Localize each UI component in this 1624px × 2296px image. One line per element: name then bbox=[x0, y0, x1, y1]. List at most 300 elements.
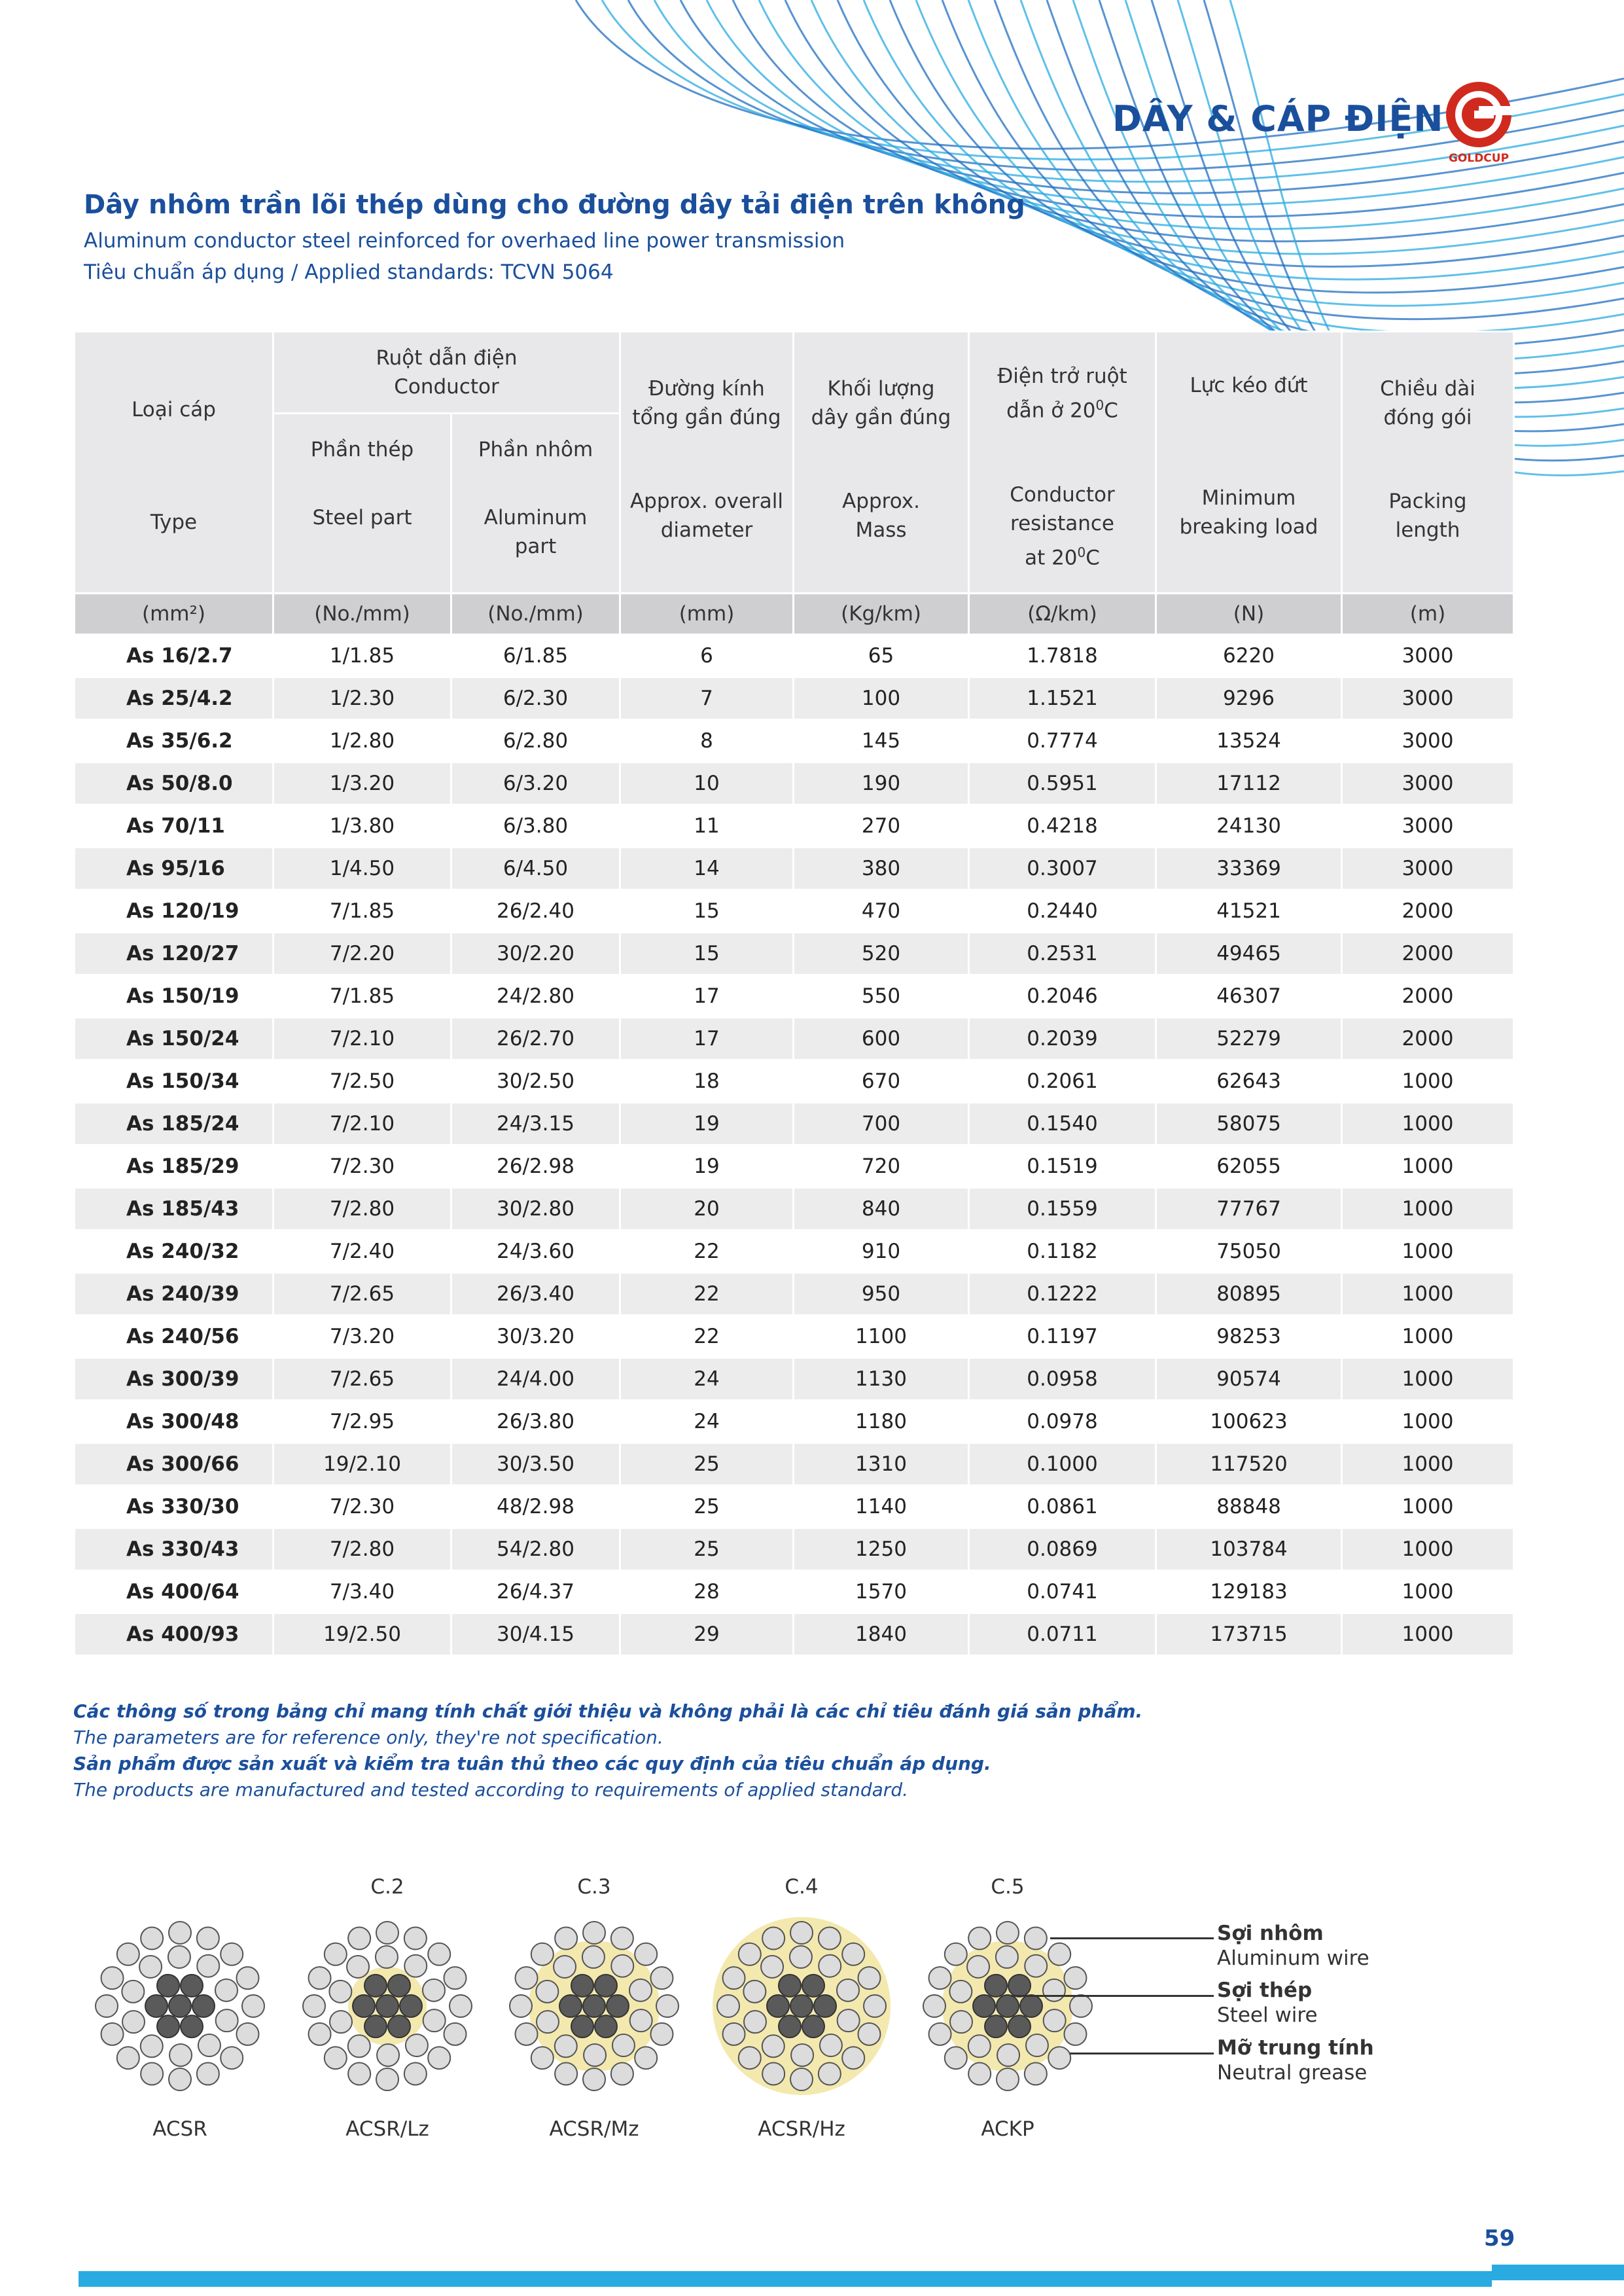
table-cell: 1/2.30 bbox=[274, 677, 451, 720]
cell-type: As 150/24 bbox=[75, 1018, 274, 1060]
table-cell: 600 bbox=[794, 1018, 969, 1060]
table-cell: 1100 bbox=[794, 1316, 969, 1358]
header-load-vn: Lực kéo đứt bbox=[1190, 373, 1308, 397]
table-cell: 0.5951 bbox=[969, 762, 1156, 805]
table-cell: 48/2.98 bbox=[451, 1486, 620, 1528]
cable-cross-section-icon bbox=[503, 1914, 686, 2098]
aluminum-wire bbox=[1025, 1928, 1047, 1950]
cell-type: As 150/19 bbox=[75, 975, 274, 1018]
header-resistance-vn1: Điện trở ruột bbox=[997, 365, 1127, 389]
steel-wire bbox=[364, 2015, 387, 2037]
table-cell: 7/2.10 bbox=[274, 1018, 451, 1060]
cell-type: As 95/16 bbox=[75, 848, 274, 890]
table-cell: 19 bbox=[620, 1145, 794, 1188]
table-cell: 1000 bbox=[1342, 1528, 1514, 1571]
steel-wire bbox=[595, 2015, 617, 2037]
unit-cell: (No./mm) bbox=[274, 594, 451, 635]
aluminum-wire bbox=[717, 1995, 739, 2017]
table-cell: 0.0741 bbox=[969, 1571, 1156, 1613]
table-cell: 30/2.20 bbox=[451, 933, 620, 975]
footer-bar bbox=[79, 2271, 1492, 2287]
header-pack-en2: length bbox=[1395, 518, 1460, 542]
table-cell: 7/2.20 bbox=[274, 933, 451, 975]
table-cell: 22 bbox=[620, 1316, 794, 1358]
aluminum-wire bbox=[1064, 2023, 1086, 2045]
cell-type: As 330/43 bbox=[75, 1528, 274, 1571]
table-cell: 700 bbox=[794, 1103, 969, 1145]
table-cell: 380 bbox=[794, 848, 969, 890]
aluminum-wire bbox=[404, 1955, 427, 1977]
steel-wire bbox=[192, 1995, 215, 2017]
aluminum-wire bbox=[945, 1943, 967, 1965]
steel-wire bbox=[985, 1975, 1007, 1997]
aluminum-wire bbox=[216, 2009, 238, 2032]
table-cell: 0.1559 bbox=[969, 1188, 1156, 1230]
cell-type: As 185/24 bbox=[75, 1103, 274, 1145]
diagram-name: ACSR/Mz bbox=[549, 2117, 639, 2141]
header-alu-vn: Phần nhôm bbox=[478, 438, 593, 461]
table-cell: 24/3.15 bbox=[451, 1103, 620, 1145]
aluminum-wire bbox=[739, 1943, 761, 1965]
unit-cell: (mm) bbox=[620, 594, 794, 635]
table-row bbox=[75, 1103, 1514, 1145]
steel-wire bbox=[802, 2015, 824, 2037]
table-cell: 1000 bbox=[1342, 1443, 1514, 1486]
aluminum-wire bbox=[555, 1928, 577, 1950]
table-cell: 24/2.80 bbox=[451, 975, 620, 1018]
table-cell: 22 bbox=[620, 1230, 794, 1273]
table-cell: 26/3.40 bbox=[451, 1273, 620, 1316]
table-cell: 25 bbox=[620, 1443, 794, 1486]
table-cell: 24 bbox=[620, 1358, 794, 1401]
table-cell: 1000 bbox=[1342, 1230, 1514, 1273]
steel-wire bbox=[376, 1995, 398, 2017]
aluminum-wire bbox=[197, 2062, 219, 2085]
table-cell: 65 bbox=[794, 635, 969, 677]
steel-wire bbox=[364, 1975, 387, 1997]
table-cell: 6/3.20 bbox=[451, 762, 620, 805]
table-cell: 41521 bbox=[1156, 890, 1342, 933]
aluminum-wire bbox=[122, 2011, 145, 2033]
header-diameter-en2: diameter bbox=[660, 518, 753, 542]
table-cell: 550 bbox=[794, 975, 969, 1018]
leader-line-steel bbox=[1011, 1995, 1214, 1997]
aluminum-wire bbox=[1064, 1967, 1086, 1989]
table-cell: 0.0861 bbox=[969, 1486, 1156, 1528]
diagram-acsr-mz bbox=[499, 1875, 689, 2163]
aluminum-wire bbox=[554, 1956, 576, 1978]
table-cell: 10 bbox=[620, 762, 794, 805]
aluminum-wire bbox=[141, 1928, 163, 1950]
table-cell: 1/3.80 bbox=[274, 805, 451, 848]
table-cell: 3000 bbox=[1342, 762, 1514, 805]
legend-grease bbox=[1217, 2036, 1374, 2085]
table-cell: 25 bbox=[620, 1528, 794, 1571]
leader-line-aluminum bbox=[1050, 1937, 1214, 1939]
table-cell: 2000 bbox=[1342, 933, 1514, 975]
aluminum-wire bbox=[198, 2034, 221, 2056]
aluminum-wire bbox=[819, 1955, 841, 1977]
table-row bbox=[75, 1443, 1514, 1486]
header-load-en1: Minimum bbox=[1201, 486, 1296, 510]
table-cell: 28 bbox=[620, 1571, 794, 1613]
table-cell: 1/2.80 bbox=[274, 720, 451, 762]
table-cell: 6/3.80 bbox=[451, 805, 620, 848]
unit-cell: (Ω/km) bbox=[969, 594, 1156, 635]
table-cell: 7/2.95 bbox=[274, 1401, 451, 1443]
table-cell: 0.2531 bbox=[969, 933, 1156, 975]
table-row bbox=[75, 762, 1514, 805]
steel-wire bbox=[973, 1995, 995, 2017]
aluminum-wire bbox=[967, 1956, 989, 1978]
table-cell: 49465 bbox=[1156, 933, 1342, 975]
table-cell: 470 bbox=[794, 890, 969, 933]
notes bbox=[73, 1698, 1142, 1803]
aluminum-wire bbox=[635, 1943, 657, 1965]
header-mass-en2: Mass bbox=[855, 518, 907, 542]
aluminum-wire bbox=[348, 2062, 370, 2085]
aluminum-wire bbox=[723, 2023, 745, 2045]
cable-cross-section-icon bbox=[710, 1914, 893, 2098]
aluminum-wire bbox=[329, 1981, 351, 2003]
table-cell: 33369 bbox=[1156, 848, 1342, 890]
aluminum-wire bbox=[197, 1955, 219, 1977]
aluminum-wire bbox=[141, 2062, 163, 2085]
table-row bbox=[75, 1528, 1514, 1571]
page-number: 59 bbox=[1484, 2225, 1515, 2251]
aluminum-wire bbox=[1070, 1995, 1092, 2017]
diagram-code bbox=[85, 1875, 275, 1901]
cell-type: As 240/32 bbox=[75, 1230, 274, 1273]
diagram-code: C.3 bbox=[577, 1875, 611, 1899]
cell-type: As 400/93 bbox=[75, 1613, 274, 1656]
aluminum-wire bbox=[236, 2023, 258, 2045]
table-cell: 129183 bbox=[1156, 1571, 1342, 1613]
table-cell: 1.1521 bbox=[969, 677, 1156, 720]
header-resistance-en1: Conductor bbox=[1010, 482, 1115, 507]
table-cell: 24/3.60 bbox=[451, 1230, 620, 1273]
table-row bbox=[75, 1316, 1514, 1358]
table-row bbox=[75, 890, 1514, 933]
aluminum-wire bbox=[555, 2035, 577, 2057]
table-cell: 1000 bbox=[1342, 1273, 1514, 1316]
table-cell: 6/2.80 bbox=[451, 720, 620, 762]
table-cell: 2000 bbox=[1342, 975, 1514, 1018]
table-cell: 0.2039 bbox=[969, 1018, 1156, 1060]
note-en-1: The parameters are for reference only, they're not specification. bbox=[73, 1727, 663, 1748]
legend-grease-vn: Mỡ trung tính bbox=[1217, 2036, 1374, 2060]
cell-type: As 120/27 bbox=[75, 933, 274, 975]
aluminum-wire bbox=[761, 1956, 783, 1978]
table-cell: 7/2.40 bbox=[274, 1230, 451, 1273]
header-steel bbox=[274, 414, 451, 594]
aluminum-wire bbox=[1048, 1943, 1070, 1965]
aluminum-wire bbox=[791, 2044, 813, 2066]
table-cell: 0.2061 bbox=[969, 1060, 1156, 1103]
aluminum-wire bbox=[376, 1946, 398, 1968]
diagram-name: ACSR/Lz bbox=[345, 2117, 429, 2141]
aluminum-wire bbox=[536, 1981, 558, 2003]
table-cell: 24/4.00 bbox=[451, 1358, 620, 1401]
aluminum-wire bbox=[656, 1995, 679, 2017]
aluminum-wire bbox=[923, 1995, 945, 2017]
aluminum-wire bbox=[1026, 2034, 1048, 2056]
header-type bbox=[75, 332, 274, 594]
aluminum-wire bbox=[790, 1922, 813, 1944]
aluminum-wire bbox=[929, 2023, 951, 2045]
cell-type: As 240/39 bbox=[75, 1273, 274, 1316]
table-cell: 1250 bbox=[794, 1528, 969, 1571]
table-row bbox=[75, 933, 1514, 975]
table-cell: 88848 bbox=[1156, 1486, 1342, 1528]
header-resistance-en2: resistance bbox=[1010, 511, 1114, 535]
aluminum-wire bbox=[1025, 1955, 1047, 1977]
aluminum-wire bbox=[428, 2047, 450, 2069]
header-resistance bbox=[969, 332, 1156, 594]
header-alu-en1: Aluminum bbox=[484, 506, 588, 529]
aluminum-wire bbox=[650, 1967, 673, 1989]
table-cell: 3000 bbox=[1342, 848, 1514, 890]
note-vn-2: Sản phẩm được sản xuất và kiểm tra tuân thủ theo các quy định của tiêu chuẩn áp dụng. bbox=[73, 1753, 991, 1774]
aluminum-wire bbox=[762, 2062, 785, 2085]
table-cell: 1840 bbox=[794, 1613, 969, 1656]
table-cell: 19/2.10 bbox=[274, 1443, 451, 1486]
steel-wire bbox=[1008, 2015, 1031, 2037]
aluminum-wire bbox=[819, 1928, 841, 1950]
aluminum-wire bbox=[531, 1943, 554, 1965]
table-cell: 0.0958 bbox=[969, 1358, 1156, 1401]
steel-wire bbox=[169, 1995, 191, 2017]
header-mass-vn1: Khối lượng bbox=[827, 376, 935, 401]
table-cell: 30/4.15 bbox=[451, 1613, 620, 1656]
header-diameter-vn2: tổng gần đúng bbox=[632, 405, 781, 429]
steel-wire bbox=[559, 1995, 582, 2017]
steel-wire bbox=[779, 1975, 801, 1997]
table-cell: 0.2046 bbox=[969, 975, 1156, 1018]
table-cell: 13524 bbox=[1156, 720, 1342, 762]
aluminum-wire bbox=[739, 2047, 761, 2069]
table-row bbox=[75, 1571, 1514, 1613]
table-cell: 1130 bbox=[794, 1358, 969, 1401]
aluminum-wire bbox=[723, 1967, 745, 1989]
header-conductor bbox=[274, 332, 620, 414]
aluminum-wire bbox=[837, 1979, 859, 2001]
aluminum-wire bbox=[583, 1922, 605, 1944]
steel-wire bbox=[353, 1995, 375, 2017]
aluminum-wire bbox=[510, 1995, 532, 2017]
cell-type: As 300/48 bbox=[75, 1401, 274, 1443]
cell-type: As 16/2.7 bbox=[75, 635, 274, 677]
table-cell: 18 bbox=[620, 1060, 794, 1103]
units-row bbox=[75, 594, 1514, 635]
steel-wire bbox=[181, 1975, 203, 1997]
aluminum-wire bbox=[516, 2023, 538, 2045]
table-cell: 100623 bbox=[1156, 1401, 1342, 1443]
aluminum-wire bbox=[819, 2062, 841, 2085]
table-cell: 3000 bbox=[1342, 635, 1514, 677]
cell-type: As 330/30 bbox=[75, 1486, 274, 1528]
table-cell: 29 bbox=[620, 1613, 794, 1656]
table-cell: 7/2.80 bbox=[274, 1528, 451, 1571]
table-cell: 103784 bbox=[1156, 1528, 1342, 1571]
table-cell: 7/1.85 bbox=[274, 975, 451, 1018]
aluminum-wire bbox=[348, 1928, 370, 1950]
aluminum-wire bbox=[611, 2062, 633, 2085]
table-cell: 7/2.10 bbox=[274, 1103, 451, 1145]
table-cell: 30/3.50 bbox=[451, 1443, 620, 1486]
table-cell: 8 bbox=[620, 720, 794, 762]
table-cell: 0.0869 bbox=[969, 1528, 1156, 1571]
cell-type: As 25/4.2 bbox=[75, 677, 274, 720]
aluminum-wire bbox=[221, 1943, 243, 1965]
legend-steel bbox=[1217, 1978, 1318, 2028]
cell-type: As 50/8.0 bbox=[75, 762, 274, 805]
aluminum-wire bbox=[968, 2062, 991, 2085]
table-row bbox=[75, 1145, 1514, 1188]
header-resistance-vn2: dẫn ở $20^0C$ bbox=[1006, 397, 1118, 423]
table-cell: 1/3.20 bbox=[274, 762, 451, 805]
table-cell: 17 bbox=[620, 1018, 794, 1060]
table-cell: 17112 bbox=[1156, 762, 1342, 805]
table-cell: 173715 bbox=[1156, 1613, 1342, 1656]
aluminum-wire bbox=[1044, 2009, 1066, 2032]
cell-type: As 150/34 bbox=[75, 1060, 274, 1103]
table-row bbox=[75, 1486, 1514, 1528]
aluminum-wire bbox=[762, 1928, 785, 1950]
table-cell: 7/2.50 bbox=[274, 1060, 451, 1103]
cell-type: As 35/6.2 bbox=[75, 720, 274, 762]
table-cell: 910 bbox=[794, 1230, 969, 1273]
table-cell: 9296 bbox=[1156, 677, 1342, 720]
cell-type: As 400/64 bbox=[75, 1571, 274, 1613]
aluminum-wire bbox=[428, 1943, 450, 1965]
table-cell: 1310 bbox=[794, 1443, 969, 1486]
header-pack-en1: Packing bbox=[1388, 489, 1467, 513]
wave-line bbox=[1047, 0, 1624, 374]
page-title: Dây nhôm trần lõi thép dùng cho đường dây tải điện trên không bbox=[84, 190, 1025, 220]
table-cell: 0.2440 bbox=[969, 890, 1156, 933]
aluminum-wire bbox=[790, 1946, 812, 1968]
table-cell: 26/4.37 bbox=[451, 1571, 620, 1613]
table-cell: 0.4218 bbox=[969, 805, 1156, 848]
aluminum-wire bbox=[949, 1981, 972, 2003]
table-cell: 62643 bbox=[1156, 1060, 1342, 1103]
cable-cross-section-icon bbox=[916, 1914, 1099, 2098]
aluminum-wire bbox=[762, 2035, 785, 2057]
table-row bbox=[75, 1358, 1514, 1401]
header-alu-en2: part bbox=[514, 535, 557, 558]
table-cell: 950 bbox=[794, 1273, 969, 1316]
table-row bbox=[75, 805, 1514, 848]
table-cell: 15 bbox=[620, 890, 794, 933]
table-cell: 720 bbox=[794, 1145, 969, 1188]
aluminum-wire bbox=[122, 1981, 144, 2003]
aluminum-wire bbox=[309, 1967, 331, 1989]
steel-wire bbox=[145, 1995, 168, 2017]
page-subtitle: Aluminum conductor steel reinforced for overhaed line power transmission bbox=[84, 229, 845, 253]
brand-title: DÂY & CÁP ĐIỆN bbox=[1112, 98, 1444, 139]
aluminum-wire bbox=[858, 1967, 880, 1989]
table-cell: 1000 bbox=[1342, 1486, 1514, 1528]
cable-cross-section-icon bbox=[88, 1914, 272, 2098]
aluminum-wire bbox=[101, 2023, 124, 2045]
aluminum-wire bbox=[236, 1967, 258, 1989]
table-row bbox=[75, 1188, 1514, 1230]
header-diameter-en1: Approx. overall bbox=[629, 489, 784, 513]
table-cell: 14 bbox=[620, 848, 794, 890]
table-cell: 0.1182 bbox=[969, 1230, 1156, 1273]
diagram-code: C.2 bbox=[370, 1875, 404, 1899]
steel-wire bbox=[583, 1995, 605, 2017]
table-cell: 145 bbox=[794, 720, 969, 762]
steel-wire bbox=[997, 1995, 1019, 2017]
wave-line bbox=[1021, 0, 1624, 360]
aluminum-wire bbox=[537, 2011, 559, 2033]
aluminum-wire bbox=[303, 1995, 325, 2017]
table-row bbox=[75, 635, 1514, 677]
table-row bbox=[75, 848, 1514, 890]
aluminum-wire bbox=[997, 1922, 1019, 1944]
unit-cell: (Kg/km) bbox=[794, 594, 969, 635]
unit-cell: (N) bbox=[1156, 594, 1342, 635]
aluminum-wire bbox=[997, 2044, 1019, 2066]
steel-wire bbox=[607, 1995, 629, 2017]
table-cell: 20 bbox=[620, 1188, 794, 1230]
table-cell: 1000 bbox=[1342, 1571, 1514, 1613]
steel-wire bbox=[790, 1995, 813, 2017]
aluminum-wire bbox=[929, 1967, 951, 1989]
table-cell: 7/2.65 bbox=[274, 1273, 451, 1316]
table-cell: 1000 bbox=[1342, 1060, 1514, 1103]
aluminum-wire bbox=[650, 2023, 673, 2045]
table-cell: 117520 bbox=[1156, 1443, 1342, 1486]
table-cell: 0.1000 bbox=[969, 1443, 1156, 1486]
table-cell: 520 bbox=[794, 933, 969, 975]
table-cell: 6220 bbox=[1156, 635, 1342, 677]
table-cell: 6/4.50 bbox=[451, 848, 620, 890]
unit-cell: (m) bbox=[1342, 594, 1514, 635]
diagram-code: C.5 bbox=[991, 1875, 1025, 1899]
aluminum-wire bbox=[945, 2047, 967, 2069]
aluminum-wire bbox=[996, 1946, 1018, 1968]
steel-wire bbox=[767, 1995, 789, 2017]
aluminum-wire bbox=[1048, 2047, 1070, 2069]
aluminum-wire bbox=[635, 2047, 657, 2069]
aluminum-wire bbox=[423, 2009, 446, 2032]
header-aluminum bbox=[451, 414, 620, 594]
aluminum-wire bbox=[444, 1967, 466, 1989]
legend-steel-en: Steel wire bbox=[1217, 2003, 1318, 2027]
header-mass-vn2: dây gần đúng bbox=[811, 405, 951, 429]
aluminum-wire bbox=[347, 1956, 369, 1978]
table-cell: 11 bbox=[620, 805, 794, 848]
aluminum-wire bbox=[169, 1922, 191, 1944]
aluminum-wire bbox=[96, 1995, 118, 2017]
aluminum-wire bbox=[629, 1979, 652, 2001]
table-cell: 90574 bbox=[1156, 1358, 1342, 1401]
aluminum-wire bbox=[404, 1928, 427, 1950]
steel-wire bbox=[400, 1995, 422, 2017]
table-cell: 19/2.50 bbox=[274, 1613, 451, 1656]
table-cell: 1.7818 bbox=[969, 635, 1156, 677]
diagram-name: ACKP bbox=[981, 2117, 1034, 2141]
table-cell: 1000 bbox=[1342, 1358, 1514, 1401]
aluminum-wire bbox=[139, 1956, 162, 1978]
aluminum-wire bbox=[950, 2011, 972, 2033]
aluminum-wire bbox=[611, 1955, 633, 1977]
table-cell: 190 bbox=[794, 762, 969, 805]
aluminum-wire bbox=[516, 1967, 538, 1989]
